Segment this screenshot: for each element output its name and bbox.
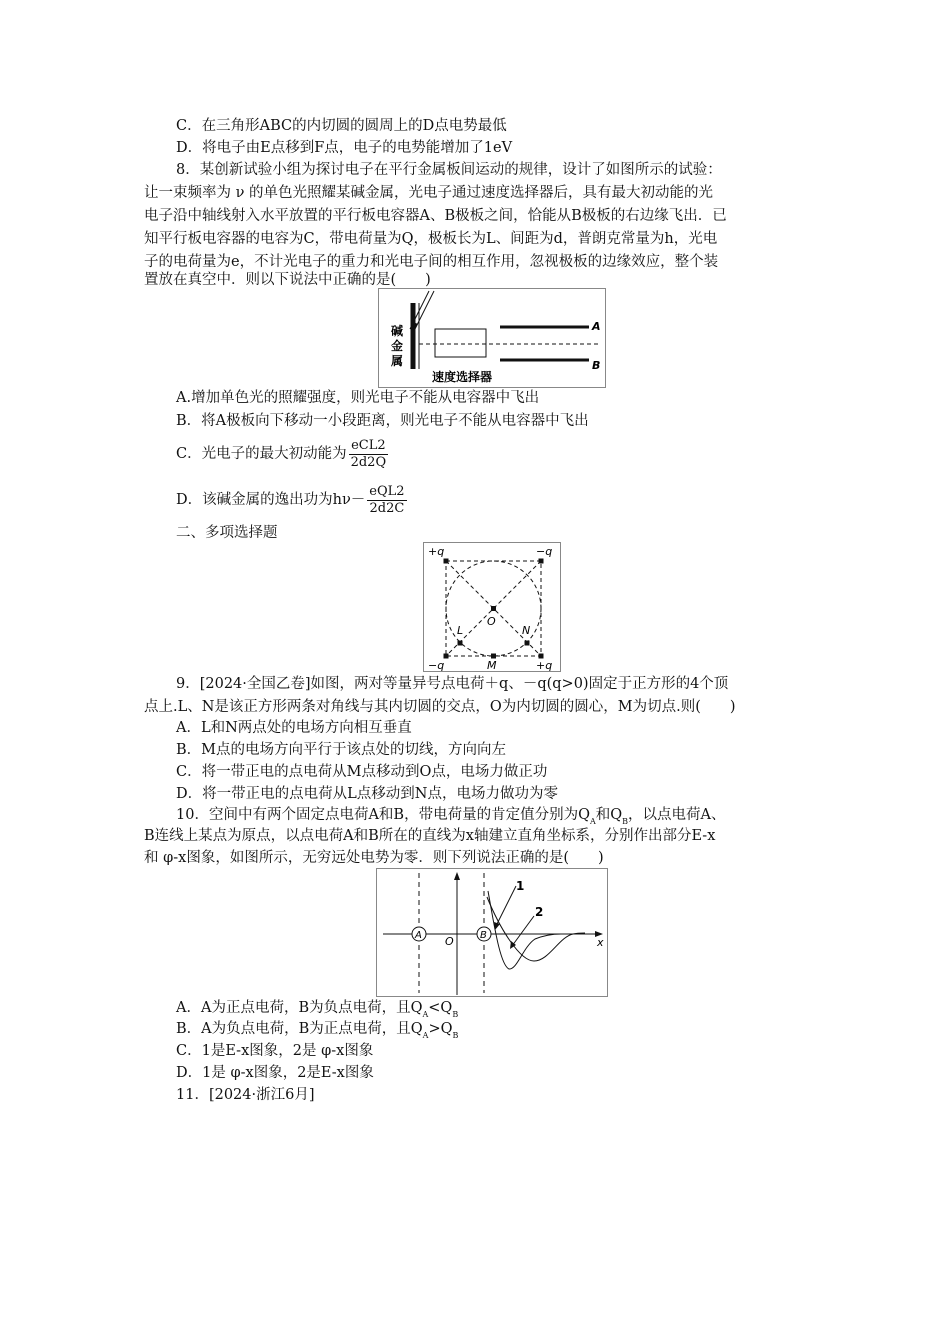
q8-option-a: A.增加单色光的照耀强度，则光电子不能从电容器中飞出	[176, 390, 540, 406]
charges-square-diagram	[424, 543, 560, 671]
q8-option-d	[176, 480, 407, 520]
q10-a-pre: A．A为正点电荷，B为负点电荷，且Q	[176, 1000, 423, 1016]
q10-line2: B连线上某点为原点，以点电荷A和B所在的直线为x轴建立直角坐标系，分别作出部分E-x	[144, 828, 716, 844]
q10-a-mid: <Q	[428, 1000, 453, 1016]
q10-b-pre: B．A为负点电荷，B为正点电荷，且Q	[176, 1021, 423, 1037]
q8-d-denominator: 2d2C	[369, 500, 405, 516]
q10-sub-a: A	[589, 817, 596, 826]
q8-line1: 8．某创新试验小组为探讨电子在平行金属板间运动的规律，设计了如图所示的试验：	[176, 162, 722, 178]
q10-option-d: D．1是 φ-x图象，2是E-x图象	[176, 1065, 374, 1081]
q10-b-mid: >Q	[428, 1021, 453, 1037]
q8-option-d-fraction	[367, 484, 406, 517]
charge-b-label: B	[480, 930, 487, 941]
section-heading: 二、多项选择题	[176, 525, 278, 541]
q8-option-c-text: C．光电子的最大初动能为	[176, 446, 347, 462]
q8-line3: 电子沿中轴线射入水平放置的平行板电容器A、B极板之间，恰能从B极板的右边缘飞出．已	[144, 208, 727, 224]
q8-line2: 让一束频率为 ν 的单色光照耀某碱金属，光电子通过速度选择器后，具有最大初动能的光	[144, 185, 714, 201]
point-n: N	[522, 624, 531, 637]
q9-figure	[423, 542, 561, 672]
q10-line3: 和 φ-x图象，如图所示，无穷远处电势为零．则下列说法正确的是( )	[144, 850, 604, 866]
q10-figure	[376, 868, 608, 997]
curve-2-label: 2	[535, 905, 544, 919]
q9-option-c: C．将一带正电的点电荷从M点移动到O点，电场力做正功	[176, 764, 548, 780]
q9-option-d: D．将一带正电的点电荷从L点移动到N点，电场力做功为零	[176, 786, 558, 802]
q8-c-numerator: eCL2	[349, 438, 389, 455]
charge-top-right: −q	[536, 545, 553, 558]
q10-b-sub-b: B	[452, 1031, 459, 1040]
option-d: D．将电子由E点移到F点，电子的电势能增加了1eV	[176, 140, 513, 156]
q8-figure	[378, 288, 606, 388]
q8-c-denominator: 2d2Q	[350, 454, 387, 470]
charge-top-left: +q	[428, 545, 445, 558]
metal-label-3: 属	[391, 354, 404, 368]
charge-a-label: A	[415, 930, 422, 941]
point-m: M	[487, 659, 497, 671]
q8-option-c-fraction	[349, 438, 389, 471]
point-o: O	[487, 615, 496, 628]
q10-option-c: C．1是E-x图象，2是 φ-x图象	[176, 1043, 374, 1059]
selector-label: 速度选择器	[432, 370, 493, 384]
q10-sub-b: B	[622, 817, 629, 826]
capacitor-diagram	[379, 289, 605, 387]
q9-option-a: A．L和N两点处的电场方向相互垂直	[176, 720, 412, 736]
q8-option-c	[176, 434, 388, 474]
q10-a-sub-b: B	[452, 1010, 459, 1019]
q9-line2: 点上.L、N是该正方形两条对角线与其内切圆的交点，O为内切圆的圆心，M为切点.则( )	[144, 699, 736, 715]
q11-heading: 11．[2024·浙江6月]	[176, 1087, 315, 1103]
plate-a-label: A	[592, 320, 601, 333]
charge-bottom-left: −q	[428, 659, 445, 671]
x-axis-label: x	[597, 936, 604, 949]
metal-label-2: 金	[391, 339, 404, 353]
q9-line1: 9．[2024·全国乙卷]如图，两对等量异号点电荷＋q、－q(q>0)固定于正方形的4个顶	[176, 676, 729, 692]
q10-b-sub-a: A	[422, 1031, 429, 1040]
q8-d-numerator: eQL2	[369, 483, 405, 499]
charge-bottom-right: +q	[536, 659, 553, 671]
q8-line6: 置放在真空中．则以下说法中正确的是( )	[144, 272, 431, 288]
q9-option-b: B．M点的电场方向平行于该点处的切线，方向向左	[176, 742, 507, 758]
q8-option-b: B．将A极板向下移动一小段距离，则光电子不能从电容器中飞出	[176, 413, 589, 429]
origin-label: O	[445, 935, 454, 948]
option-c: C．在三角形ABC的内切圆的圆周上的D点电势最低	[176, 118, 507, 134]
field-potential-graph	[377, 869, 607, 996]
curve-1-label: 1	[516, 879, 525, 893]
q10-line1-a: 10．空间中有两个固定点电荷A和B，带电荷量的肯定值分别为Q	[176, 807, 590, 823]
q10-line1-c: ，以点电荷A、	[628, 807, 726, 823]
q10-line1-b: 和Q	[595, 807, 623, 823]
q10-a-sub-a: A	[422, 1010, 429, 1019]
plate-b-label: B	[592, 359, 601, 372]
point-l: L	[457, 624, 464, 637]
metal-label-1: 碱	[391, 324, 404, 338]
q8-line4: 知平行板电容器的电容为C，带电荷量为Q，极板长为L、间距为d，普朗克常量为h，光电	[144, 231, 718, 247]
q8-line5: 子的电荷量为e，不计光电子的重力和光电子间的相互作用，忽视极板的边缘效应，整个装	[144, 254, 719, 270]
q8-option-d-text: D．该碱金属的逸出功为hν－	[176, 492, 366, 508]
